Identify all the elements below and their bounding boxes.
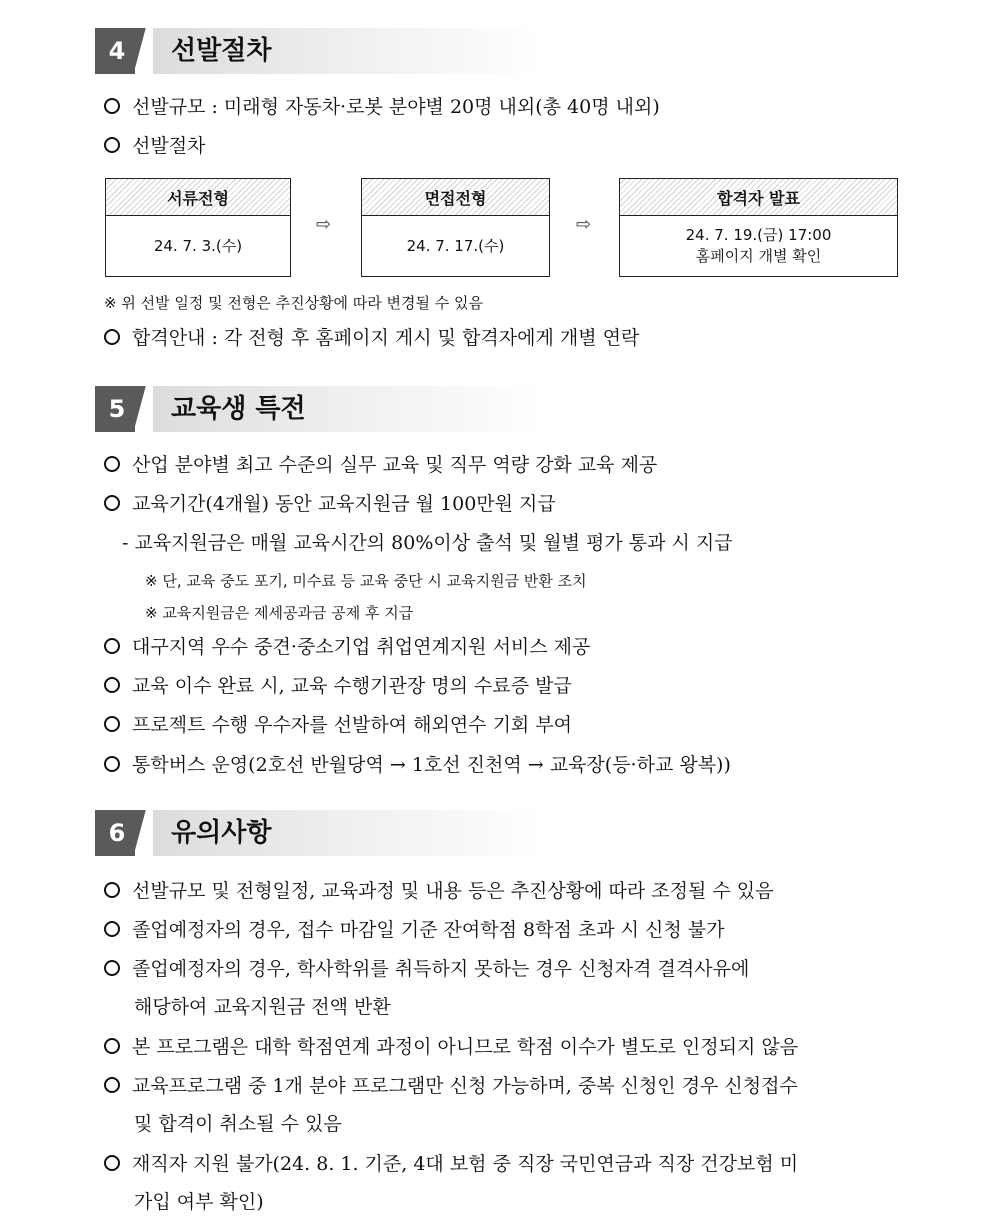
list-item: 교육프로그램 중 1개 분야 프로그램만 신청 가능하며, 중복 신청인 경우 신청접수 xyxy=(104,1073,798,1099)
circle-bullet-icon xyxy=(104,921,120,937)
section-number: 6 xyxy=(95,810,139,856)
list-item: 통학버스 운영(2호선 반월당역 → 1호선 진천역 → 교육장(등·하교 왕복)) xyxy=(104,752,731,778)
list-item: 선발규모 : 미래형 자동차·로봇 분야별 20명 내외(총 40명 내외) xyxy=(104,94,660,120)
list-item-continuation: 및 합격이 취소될 수 있음 xyxy=(134,1113,342,1135)
circle-bullet-icon xyxy=(104,756,120,772)
list-item: 졸업예정자의 경우, 학사학위를 취득하지 못하는 경우 신청자격 결격사유에 xyxy=(104,956,749,982)
section-number: 4 xyxy=(95,28,139,74)
right-arrow-icon: ⇨ xyxy=(576,214,592,235)
circle-bullet-icon xyxy=(104,882,120,898)
section-title: 선발절차 xyxy=(171,36,272,66)
circle-bullet-icon xyxy=(104,495,120,511)
schedule-note: ※ 위 선발 일정 및 전형은 추진상황에 따라 변경될 수 있음 xyxy=(104,294,484,312)
section-header-slash xyxy=(135,386,153,432)
step-box-interview xyxy=(361,178,550,277)
list-item: 선발절차 xyxy=(104,133,205,159)
circle-bullet-icon xyxy=(104,1155,120,1171)
section-number: 5 xyxy=(95,386,139,432)
circle-bullet-icon xyxy=(104,677,120,693)
step-body xyxy=(362,216,549,276)
section-5-header xyxy=(95,386,545,432)
circle-bullet-icon xyxy=(104,137,120,153)
step-title: 면접전형 xyxy=(362,179,549,216)
list-item: 교육 이수 완료 시, 교육 수행기관장 명의 수료증 발급 xyxy=(104,673,572,699)
circle-bullet-icon xyxy=(104,329,120,345)
list-item: 본 프로그램은 대학 학점연계 과정이 아니므로 학점 이수가 별도로 인정되지 않음 xyxy=(104,1034,798,1060)
circle-bullet-icon xyxy=(104,1077,120,1093)
step-box-document xyxy=(105,178,291,277)
list-item: 프로젝트 수행 우수자를 선발하여 해외연수 기회 부여 xyxy=(104,712,572,738)
right-arrow-icon: ⇨ xyxy=(316,214,332,235)
circle-bullet-icon xyxy=(104,716,120,732)
step-date: 24. 7. 19.(금) 17:00 xyxy=(685,226,832,244)
section-header-slash xyxy=(135,810,153,856)
sub-item: - 교육지원금은 매월 교육시간의 80%이상 출석 및 월별 평가 통과 시 지급 xyxy=(122,532,733,554)
circle-bullet-icon xyxy=(104,638,120,654)
step-date: 24. 7. 3.(수) xyxy=(153,236,243,255)
step-detail: 홈페이지 개별 확인 xyxy=(695,247,822,265)
list-item: 교육기간(4개월) 동안 교육지원금 월 100만원 지급 xyxy=(104,491,556,517)
section-header-slash xyxy=(135,28,153,74)
list-item: 졸업예정자의 경우, 접수 마감일 기준 잔여학점 8학점 초과 시 신청 불가 xyxy=(104,917,724,943)
section-title: 유의사항 xyxy=(171,818,272,848)
list-item: 선발규모 및 전형일정, 교육과정 및 내용 등은 추진상황에 따라 조정될 수 있음 xyxy=(104,878,773,904)
list-item: 산업 분야별 최고 수준의 실무 교육 및 직무 역량 강화 교육 제공 xyxy=(104,452,657,478)
step-body xyxy=(620,216,897,276)
list-item: 합격안내 : 각 전형 후 홈페이지 게시 및 합격자에게 개별 연락 xyxy=(104,325,639,351)
step-body xyxy=(106,216,290,276)
circle-bullet-icon xyxy=(104,456,120,472)
list-item: 대구지역 우수 중견·중소기업 취업연계지원 서비스 제공 xyxy=(104,634,590,660)
list-item: 재직자 지원 불가(24. 8. 1. 기준, 4대 보험 중 직장 국민연금과 직장 건강보험 미 xyxy=(104,1151,798,1177)
step-title: 합격자 발표 xyxy=(620,179,897,216)
step-box-announcement xyxy=(619,178,898,277)
note-item: ※ 단, 교육 중도 포기, 미수료 등 교육 중단 시 교육지원금 반환 조치 xyxy=(145,572,587,590)
section-4-header xyxy=(95,28,545,74)
section-title: 교육생 특전 xyxy=(171,394,306,424)
list-item-continuation: 가입 여부 확인) xyxy=(134,1191,264,1213)
circle-bullet-icon xyxy=(104,1038,120,1054)
circle-bullet-icon xyxy=(104,960,120,976)
note-item: ※ 교육지원금은 제세공과금 공제 후 지급 xyxy=(145,604,414,622)
step-title: 서류전형 xyxy=(106,179,290,216)
step-date: 24. 7. 17.(수) xyxy=(406,236,505,255)
list-item-continuation: 해당하여 교육지원금 전액 반환 xyxy=(134,996,391,1018)
circle-bullet-icon xyxy=(104,98,120,114)
section-6-header xyxy=(95,810,545,856)
